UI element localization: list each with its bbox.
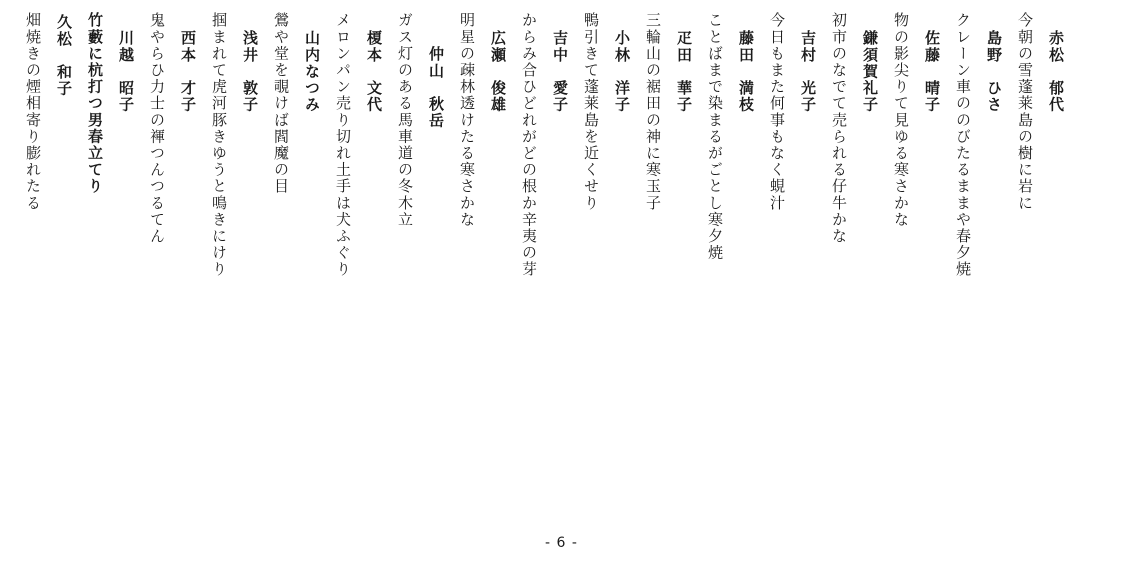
haiku-text: 今日もまた何事もなく蜆汁 <box>768 12 786 212</box>
author-name: 島野 ひさ <box>985 30 1003 113</box>
haiku-text: 明星の疎林透けたる寒さかな <box>458 12 476 228</box>
haiku-text: 畑焼きの煙相寄り膨れたる <box>24 12 42 212</box>
haiku-text: 竹藪に杭打つ男春立てり <box>86 12 104 195</box>
haiku-text: 鬼やらひ力士の褌つんつるてん <box>148 12 166 245</box>
author-name: 川越 昭子 <box>117 30 135 113</box>
poem-entry <box>19 12 81 512</box>
author-name: 疋田 華子 <box>675 30 693 113</box>
author-name: 浅井 敦子 <box>241 30 259 113</box>
poem-entry <box>763 12 825 512</box>
page-number: - 6 - <box>545 535 578 551</box>
author-name: 赤松 郁代 <box>1047 30 1065 113</box>
poem-entry <box>949 12 1011 512</box>
haiku-text: 鴨引きて蓬莱島を近くせり <box>582 12 600 212</box>
poem-entry <box>577 12 639 512</box>
author-name: 吉村 光子 <box>799 30 817 113</box>
author-name: 仲山 秋岳 <box>427 46 445 129</box>
poem-entry <box>825 12 887 512</box>
author-name: 西本 才子 <box>179 30 197 113</box>
haiku-text: からみ合ひどれがどの根か辛夷の芽 <box>520 12 538 278</box>
haiku-text: ことばまで染まるがごとし寒夕焼 <box>706 12 724 261</box>
haiku-text: 今朝の雪蓬莱島の樹に岩に <box>1016 12 1034 212</box>
author-name: 吉中 愛子 <box>551 30 569 113</box>
poem-entry <box>205 12 267 512</box>
author-name: 山内なつみ <box>303 30 321 113</box>
poem-entry <box>329 12 391 512</box>
author-name: 佐藤 晴子 <box>923 30 941 113</box>
author-name: 鎌須賀礼子 <box>861 30 879 113</box>
haiku-text: 物の影尖りて見ゆる寒さかな <box>892 12 910 228</box>
poem-columns <box>19 12 1073 512</box>
author-name: 久松 和子 <box>55 14 73 97</box>
haiku-text: 鶯や堂を覗けば閻魔の目 <box>272 12 290 195</box>
poem-entry <box>267 12 329 512</box>
poem-entry <box>453 12 515 512</box>
haiku-text: ガス灯のある馬車道の冬木立 <box>396 12 414 228</box>
poem-entry <box>391 12 453 512</box>
haiku-text: クレーン車ののびたるままや春夕焼 <box>954 12 972 278</box>
poem-entry <box>701 12 763 512</box>
poem-entry <box>143 12 205 512</box>
poem-entry <box>639 12 701 512</box>
poem-entry <box>81 12 143 512</box>
author-name: 小林 洋子 <box>613 30 631 113</box>
poem-entry <box>1011 12 1073 512</box>
author-name: 広瀬 俊雄 <box>489 30 507 113</box>
poem-entry <box>515 12 577 512</box>
author-name: 榎本 文代 <box>365 30 383 113</box>
haiku-text: 初市のなでて売られる仔牛かな <box>830 12 848 245</box>
poem-entry <box>887 12 949 512</box>
author-name: 藤田 満枝 <box>737 30 755 113</box>
haiku-text: メロンパン売り切れ土手は犬ふぐり <box>334 12 352 278</box>
haiku-text: 三輪山の裾田の神に寒玉子 <box>644 12 662 212</box>
haiku-text: 掴まれて虎河豚きゆうと鳴きにけり <box>210 12 228 278</box>
